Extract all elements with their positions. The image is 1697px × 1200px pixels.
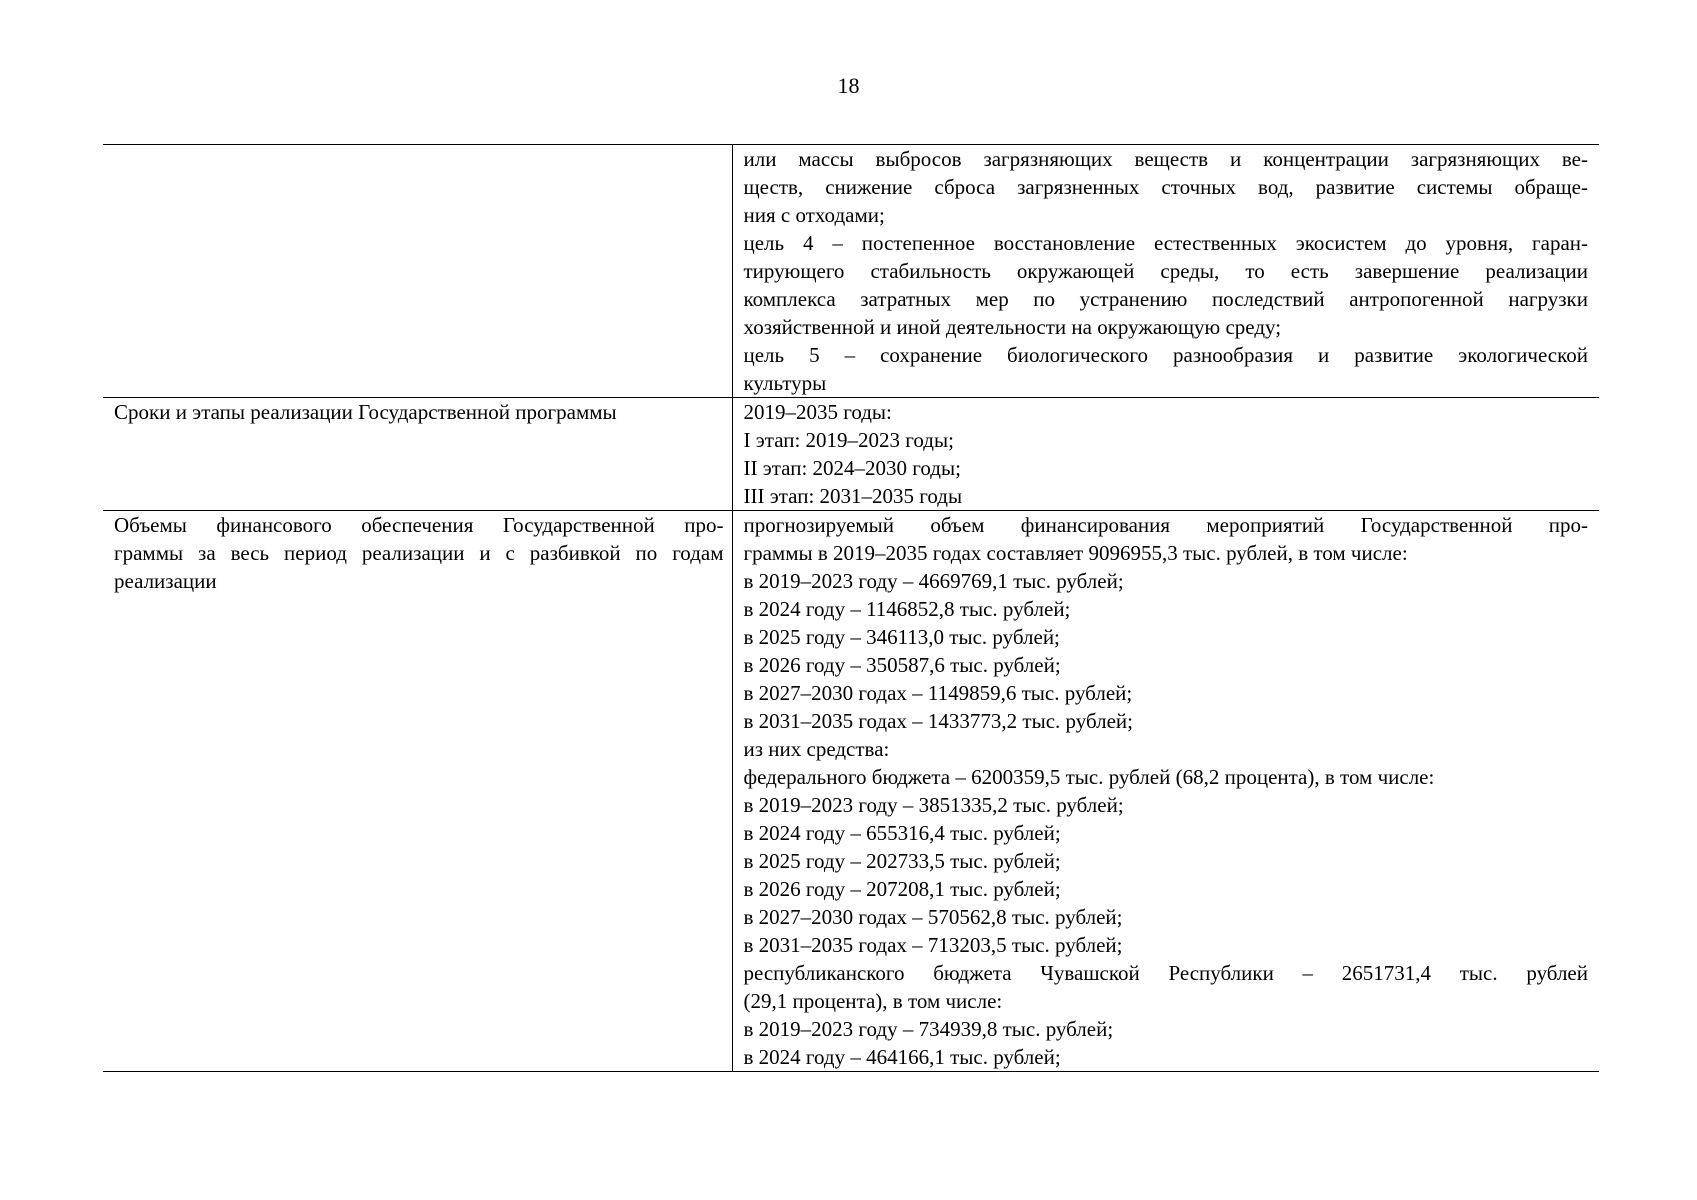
value-text-line: (29,1 процента), в том числе: — [743, 989, 1003, 1013]
program-passport-table — [103, 144, 1599, 1072]
value-text-line: II этап: 2024–2030 годы; — [743, 456, 961, 480]
value-text-line: в 2027–2030 годах – 570562,8 тыс. рублей; — [743, 905, 1123, 929]
row-label-cell — [103, 398, 732, 511]
value-text-line: граммы в 2019–2035 годах составляет 9096955,3 тыс. рублей, в том числе: — [743, 541, 1408, 565]
value-text-line: прогнозируемый объем финансирования мероприятий Государственной про- — [743, 513, 1588, 537]
value-text-line: цель 5 – сохранение биологического разнообразия и развитие экологической — [743, 343, 1588, 367]
table-body — [103, 145, 1599, 1072]
value-text-line: ществ, снижение сброса загрязненных сточных вод, развитие системы обраще- — [743, 175, 1588, 199]
label-text-line: Объемы финансового обеспечения Государственной про- — [114, 513, 724, 537]
value-text-line: в 2019–2023 году – 4669769,1 тыс. рублей; — [743, 569, 1124, 593]
value-text-line: в 2025 году – 346113,0 тыс. рублей; — [743, 625, 1060, 649]
value-text-line: в 2026 году – 207208,1 тыс. рублей; — [743, 877, 1061, 901]
value-text-line: в 2027–2030 годах – 1149859,6 тыс. рублей; — [743, 681, 1133, 705]
row-label-cell — [103, 145, 732, 398]
value-text-line: из них средства: — [743, 737, 890, 761]
value-text-line: в 2024 году – 464166,1 тыс. рублей; — [743, 1045, 1061, 1069]
value-text-line: культуры — [743, 371, 827, 395]
row-value-cell — [732, 145, 1599, 398]
value-text-line: комплекса затратных мер по устранению последствий антропогенной нагрузки — [743, 287, 1588, 311]
row-label-cell — [103, 511, 732, 1072]
value-text-line: в 2025 году – 202733,5 тыс. рублей; — [743, 849, 1061, 873]
table-row — [103, 398, 1599, 511]
value-text-line: в 2024 году – 1146852,8 тыс. рублей; — [743, 597, 1071, 621]
value-text-line: в 2026 году – 350587,6 тыс. рублей; — [743, 653, 1061, 677]
value-text-line: 2019–2035 годы: — [743, 400, 892, 424]
page-number: 18 — [837, 73, 860, 98]
value-text-line: в 2024 году – 655316,4 тыс. рублей; — [743, 821, 1061, 845]
value-text-line: республиканского бюджета Чувашской Республики – 2651731,4 тыс. рублей — [743, 961, 1588, 985]
value-text-line: в 2031–2035 годах – 1433773,2 тыс. рублей; — [743, 709, 1133, 733]
value-text-line: хозяйственной и иной деятельности на окружающую среду; — [743, 315, 1282, 339]
value-text-line: в 2031–2035 годах – 713203,5 тыс. рублей; — [743, 933, 1123, 957]
value-text-line: тирующего стабильность окружающей среды, то есть завершение реализации — [743, 259, 1588, 283]
table-row — [103, 145, 1599, 398]
row-value-cell — [732, 398, 1599, 511]
value-text-line: в 2019–2023 году – 734939,8 тыс. рублей; — [743, 1017, 1114, 1041]
value-text-line: или массы выбросов загрязняющих веществ и концентрации загрязняющих ве- — [743, 147, 1588, 171]
value-text-line: федерального бюджета – 6200359,5 тыс. рублей (68,2 процента), в том числе: — [743, 765, 1435, 789]
value-text-line: в 2019–2023 году – 3851335,2 тыс. рублей; — [743, 793, 1124, 817]
value-text-line: III этап: 2031–2035 годы — [743, 484, 963, 508]
row-value-cell — [732, 511, 1599, 1072]
label-text-line: граммы за весь период реализации и с разбивкой по годам — [114, 541, 724, 565]
label-text-line: Сроки и этапы реализации Государственной программы — [114, 400, 617, 424]
table-row — [103, 511, 1599, 1072]
value-text-line: цель 4 – постепенное восстановление естественных экосистем до уровня, гаран- — [743, 231, 1588, 255]
label-text-line: реализации — [114, 569, 217, 593]
value-text-line: ния с отходами; — [743, 203, 885, 227]
value-text-line: I этап: 2019–2023 годы; — [743, 428, 954, 452]
